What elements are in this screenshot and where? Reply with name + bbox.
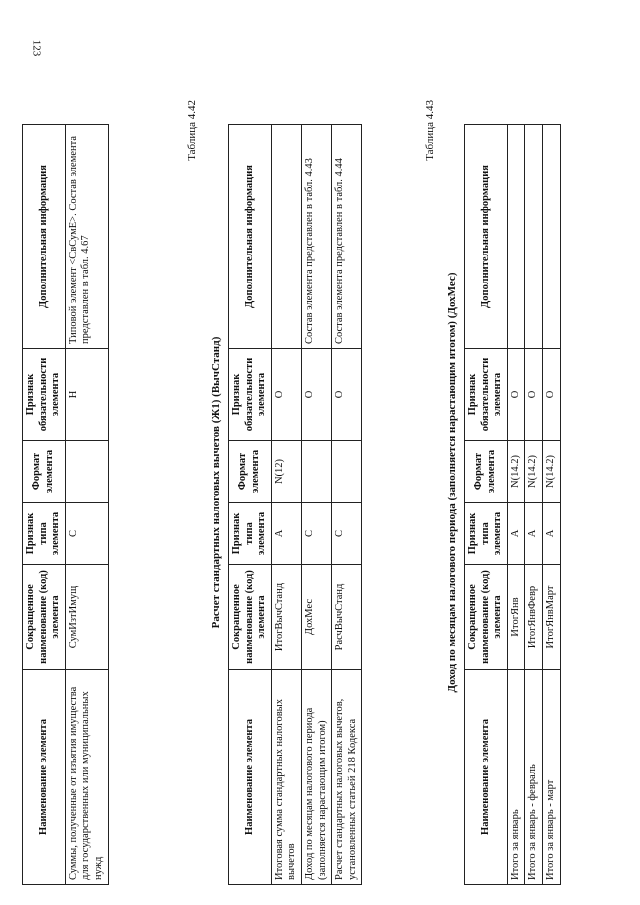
table-row bbox=[65, 125, 108, 885]
column-header: Формат элемента bbox=[229, 441, 272, 503]
table-cell bbox=[525, 125, 543, 349]
table-header-row bbox=[229, 125, 272, 885]
table-cell bbox=[507, 125, 525, 349]
table-cell: ДохМес bbox=[301, 565, 331, 670]
table-cell bbox=[271, 125, 301, 349]
table-cell: А bbox=[525, 503, 543, 565]
table-cell: Итого за январь - март bbox=[542, 670, 560, 885]
column-header: Сокращенное наименование (код) элемента bbox=[23, 565, 66, 670]
table-cell: Итоговая сумма стандартных налоговых вычетов bbox=[271, 670, 301, 885]
table-header-row bbox=[23, 125, 66, 885]
table-cell: N(14.2) bbox=[542, 441, 560, 503]
table-cell: N(14.2) bbox=[507, 441, 525, 503]
column-header: Признак обязательности элемента bbox=[23, 349, 66, 441]
table-cell bbox=[65, 441, 108, 503]
column-header: Дополнительная информация bbox=[229, 125, 272, 349]
table-cell: А bbox=[542, 503, 560, 565]
column-header: Дополнительная информация bbox=[23, 125, 66, 349]
table-4-42 bbox=[228, 124, 362, 885]
table-row bbox=[271, 125, 301, 885]
table-cell: Расчет стандартных налоговых вычетов, установленных статьей 218 Кодекса bbox=[332, 670, 362, 885]
table-cell: СумИзтИмущ bbox=[65, 565, 108, 670]
column-header: Наименование элемента bbox=[23, 670, 66, 885]
table-cell: N(14.2) bbox=[525, 441, 543, 503]
table-cell: С bbox=[301, 503, 331, 565]
table-row bbox=[332, 125, 362, 885]
table-top bbox=[22, 124, 109, 885]
column-header: Признак типа элемента bbox=[465, 503, 508, 565]
table-cell: Состав элемента представлен в табл. 4.44 bbox=[332, 125, 362, 349]
column-header: Признак обязательности элемента bbox=[229, 349, 272, 441]
table-cell bbox=[301, 441, 331, 503]
column-header: Наименование элемента bbox=[229, 670, 272, 885]
table-row bbox=[542, 125, 560, 885]
table-cell: О bbox=[332, 349, 362, 441]
table-cell: Суммы, полученные от изъятия имущества для государственных или муниципальных нужд bbox=[65, 670, 108, 885]
table-cell: РасчВычСтанд bbox=[332, 565, 362, 670]
column-header: Дополнительная информация bbox=[465, 125, 508, 349]
table-title: Доход по месяцам налогового периода (заполняется нарастающим итогом) (ДохМес) bbox=[446, 272, 458, 693]
page-number: 123 bbox=[30, 39, 43, 57]
table-title: Расчет стандартных налоговых вычетов (Ж1) (ВычСтанд) bbox=[210, 336, 222, 629]
table-cell: N(12) bbox=[271, 441, 301, 503]
table-cell: А bbox=[271, 503, 301, 565]
table-label: Таблица 4.43 bbox=[424, 100, 436, 161]
column-header: Формат элемента bbox=[465, 441, 508, 503]
table-label: Таблица 4.42 bbox=[186, 100, 198, 161]
table-cell: ИтогЯнв bbox=[507, 565, 525, 670]
column-header: Признак типа элемента bbox=[23, 503, 66, 565]
table-cell: Н bbox=[65, 349, 108, 441]
table-cell: ИтогЯнвМарт bbox=[542, 565, 560, 670]
table-header-row bbox=[465, 125, 508, 885]
table-cell bbox=[332, 441, 362, 503]
table-row bbox=[301, 125, 331, 885]
rotated-page-content bbox=[14, 80, 604, 885]
table-cell: С bbox=[65, 503, 108, 565]
table-cell: Типовой элемент <СвСумЕ>. Состав элемента представлен в табл. 4.67 bbox=[65, 125, 108, 349]
table-cell: Итого за январь bbox=[507, 670, 525, 885]
table-4-43 bbox=[464, 124, 561, 885]
table-cell bbox=[542, 125, 560, 349]
table-cell: О bbox=[507, 349, 525, 441]
column-header: Сокращенное наименование (код) элемента bbox=[465, 565, 508, 670]
column-header: Признак обязательности элемента bbox=[465, 349, 508, 441]
table-cell: О bbox=[271, 349, 301, 441]
table-cell: О bbox=[301, 349, 331, 441]
table-cell: С bbox=[332, 503, 362, 565]
table-cell: О bbox=[525, 349, 543, 441]
column-header: Признак типа элемента bbox=[229, 503, 272, 565]
table-cell: Состав элемента представлен в табл. 4.43 bbox=[301, 125, 331, 349]
table-row bbox=[507, 125, 525, 885]
table-cell: Доход по месяцам налогового периода (заполняется нарастающим итогом) bbox=[301, 670, 331, 885]
table-cell: Итого за январь - февраль bbox=[525, 670, 543, 885]
table-cell: О bbox=[542, 349, 560, 441]
table-cell: ИтогЯнвФевр bbox=[525, 565, 543, 670]
column-header: Сокращенное наименование (код) элемента bbox=[229, 565, 272, 670]
table-cell: А bbox=[507, 503, 525, 565]
column-header: Формат элемента bbox=[23, 441, 66, 503]
column-header: Наименование элемента bbox=[465, 670, 508, 885]
table-cell: ИтогВычСтанд bbox=[271, 565, 301, 670]
table-row bbox=[525, 125, 543, 885]
